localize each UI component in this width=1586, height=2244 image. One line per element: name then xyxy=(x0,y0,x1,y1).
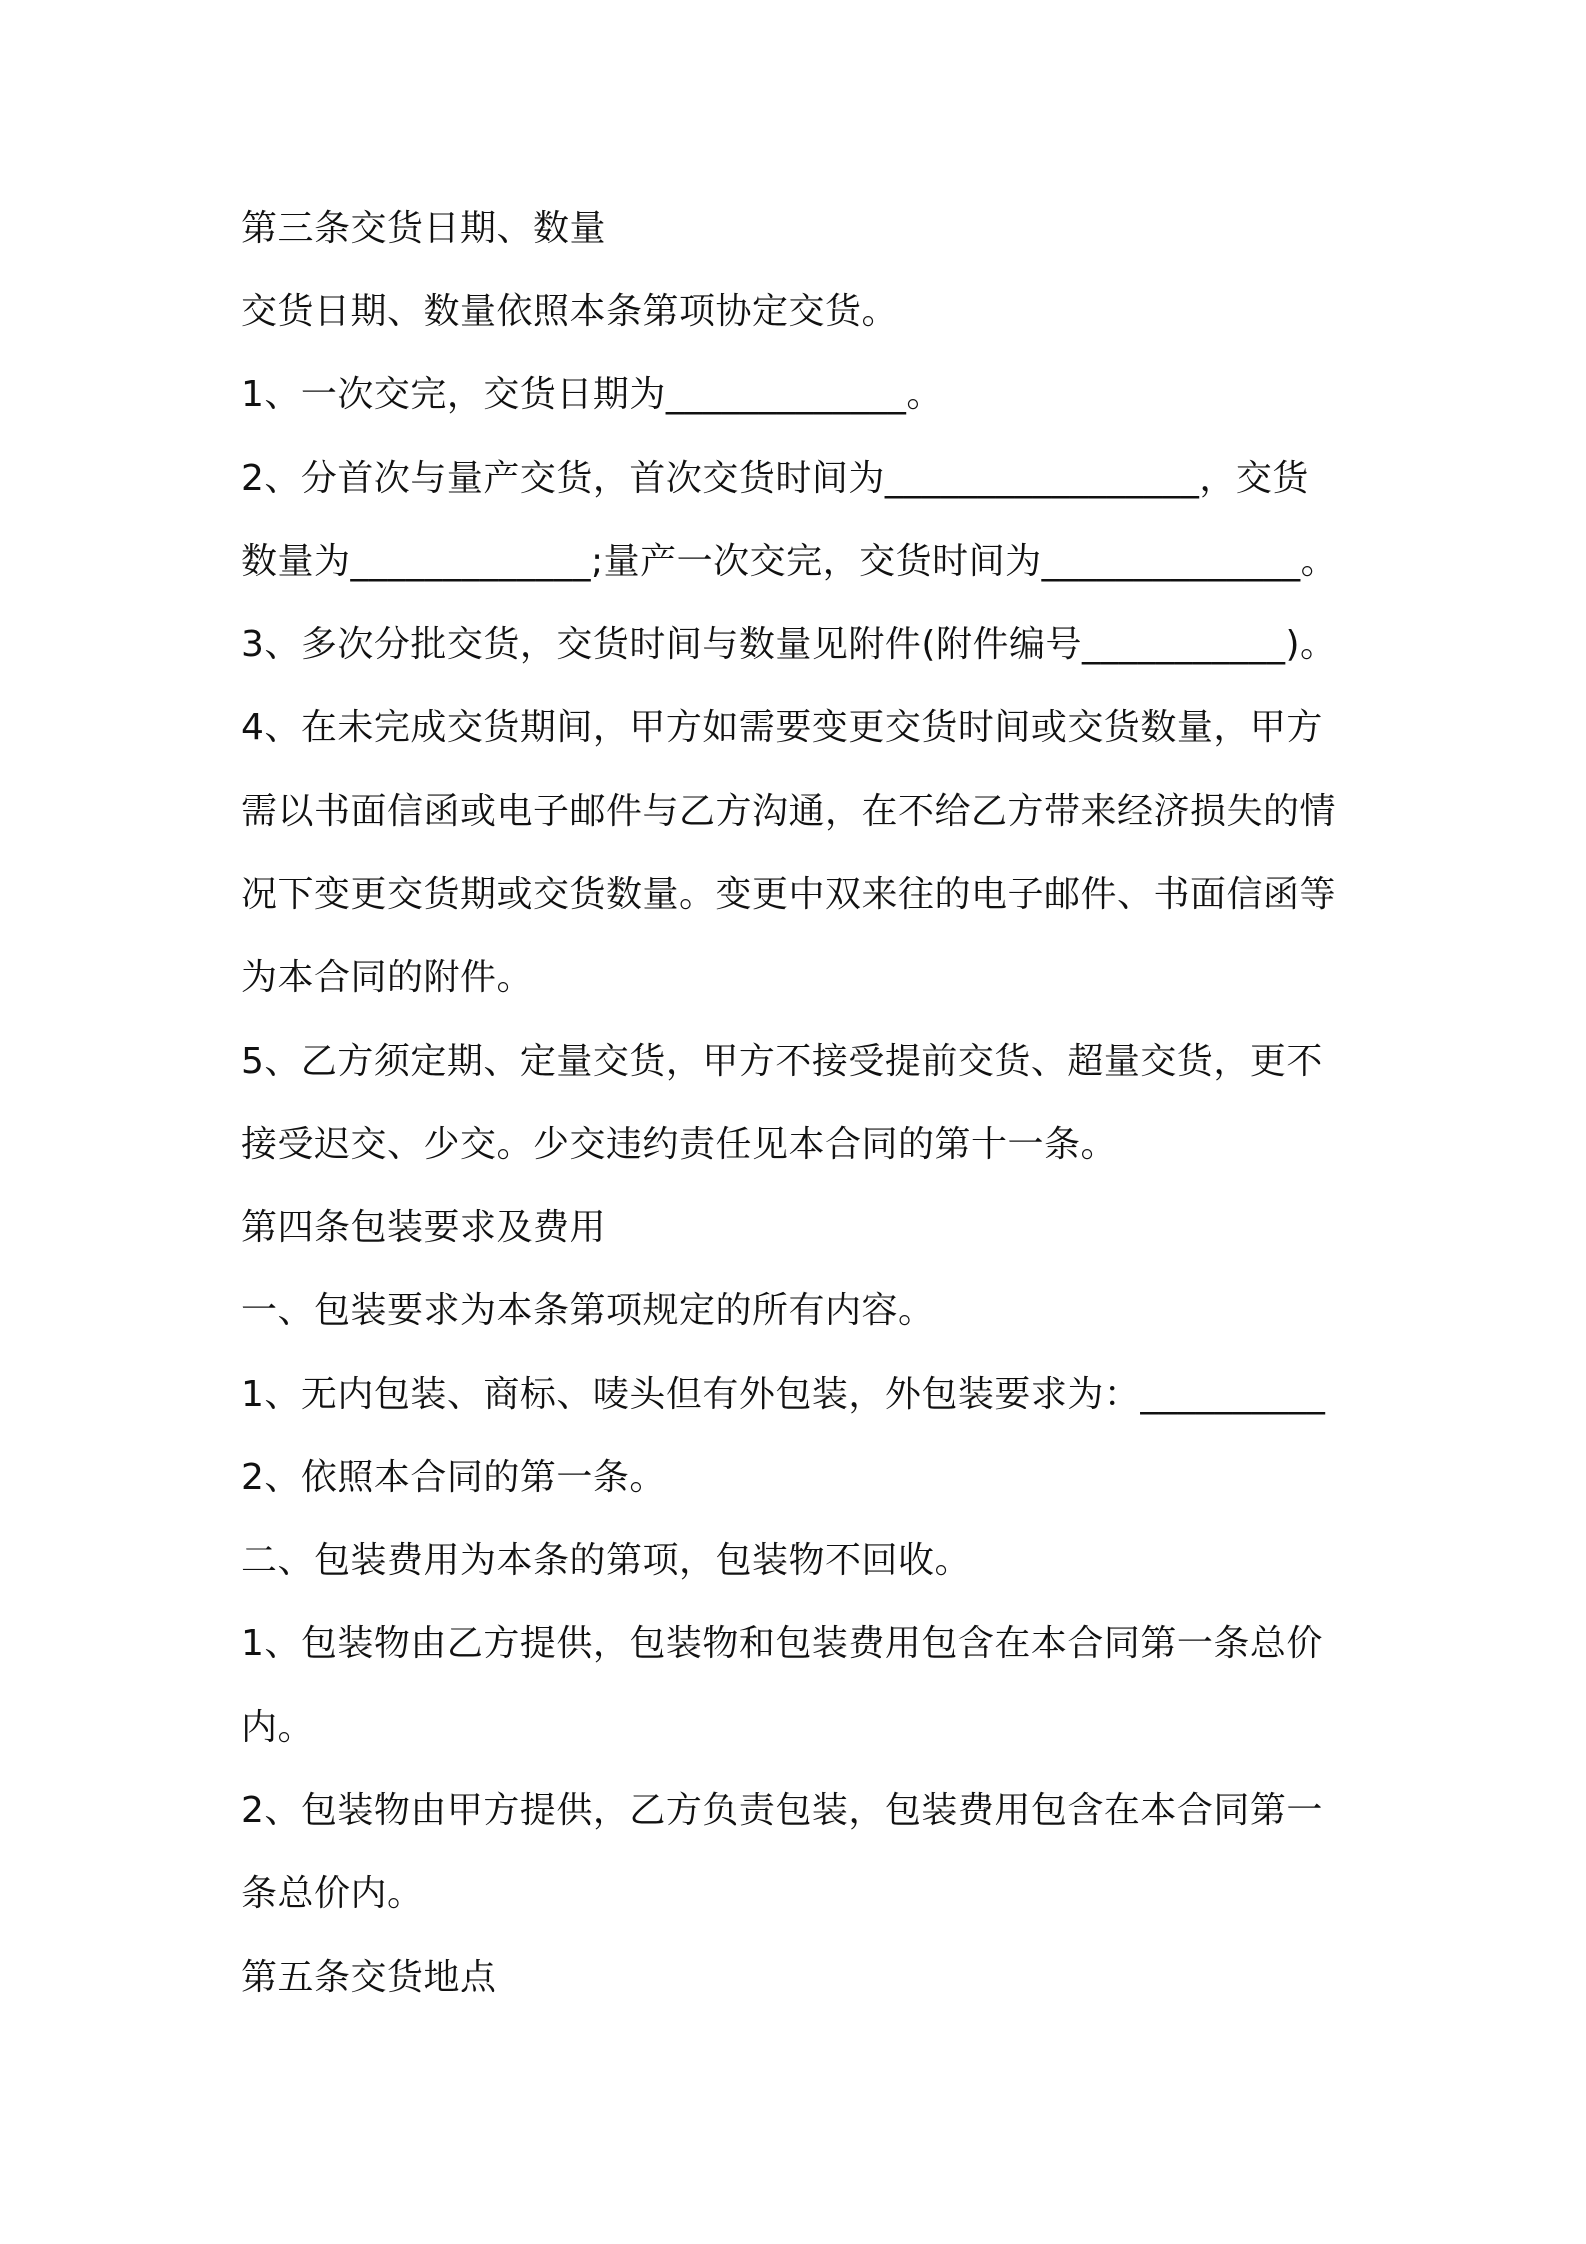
paragraph-item-4-line-1: 4、在未完成交货期间，甲方如需要变更交货时间或交货数量，甲方 xyxy=(241,707,1323,748)
paragraph-fee-item-1-line-2: 内。 xyxy=(241,1707,315,1748)
paragraph-item-1: 1、一次交完，交货日期为_____________。 xyxy=(241,374,943,415)
paragraph-item-3: 3、多次分批交货，交货时间与数量见附件(附件编号___________)。 xyxy=(241,624,1337,665)
paragraph-item-2-line-1: 2、分首次与量产交货，首次交货时间为_________________，交货 xyxy=(241,458,1309,499)
paragraph-fee-item-2-line-2: 条总价内。 xyxy=(241,1873,424,1914)
paragraph-packaging-item-2: 2、依照本合同的第一条。 xyxy=(241,1457,666,1498)
heading-article-5: 第五条交货地点 xyxy=(241,1957,497,1998)
paragraph-packaging-fee: 二、包装费用为本条的第项，包装物不回收。 xyxy=(241,1540,972,1581)
paragraph-fee-item-2-line-1: 2、包装物由甲方提供，乙方负责包装，包装费用包含在本合同第一 xyxy=(241,1790,1323,1831)
heading-article-3: 第三条交货日期、数量 xyxy=(241,208,607,249)
paragraph-item-5-line-1: 5、乙方须定期、定量交货，甲方不接受提前交货、超量交货，更不 xyxy=(241,1041,1323,1082)
paragraph-delivery-intro: 交货日期、数量依照本条第项协定交货。 xyxy=(241,291,899,332)
paragraph-packaging-item-1: 1、无内包装、商标、唛头但有外包装，外包装要求为：__________ xyxy=(241,1374,1326,1415)
paragraph-packaging-req: 一、包装要求为本条第项规定的所有内容。 xyxy=(241,1290,935,1331)
paragraph-item-5-line-2: 接受迟交、少交。少交违约责任见本合同的第十一条。 xyxy=(241,1124,1118,1165)
paragraph-fee-item-1-line-1: 1、包装物由乙方提供，包装物和包装费用包含在本合同第一条总价 xyxy=(241,1623,1323,1664)
paragraph-item-4-line-4: 为本合同的附件。 xyxy=(241,957,534,998)
paragraph-item-4-line-3: 况下变更交货期或交货数量。变更中双来往的电子邮件、书面信函等 xyxy=(241,874,1337,915)
heading-article-4: 第四条包装要求及费用 xyxy=(241,1207,607,1248)
paragraph-item-4-line-2: 需以书面信函或电子邮件与乙方沟通，在不给乙方带来经济损失的情 xyxy=(241,791,1337,832)
paragraph-item-2-line-2: 数量为_____________;量产一次交完，交货时间为______________。 xyxy=(241,541,1338,582)
